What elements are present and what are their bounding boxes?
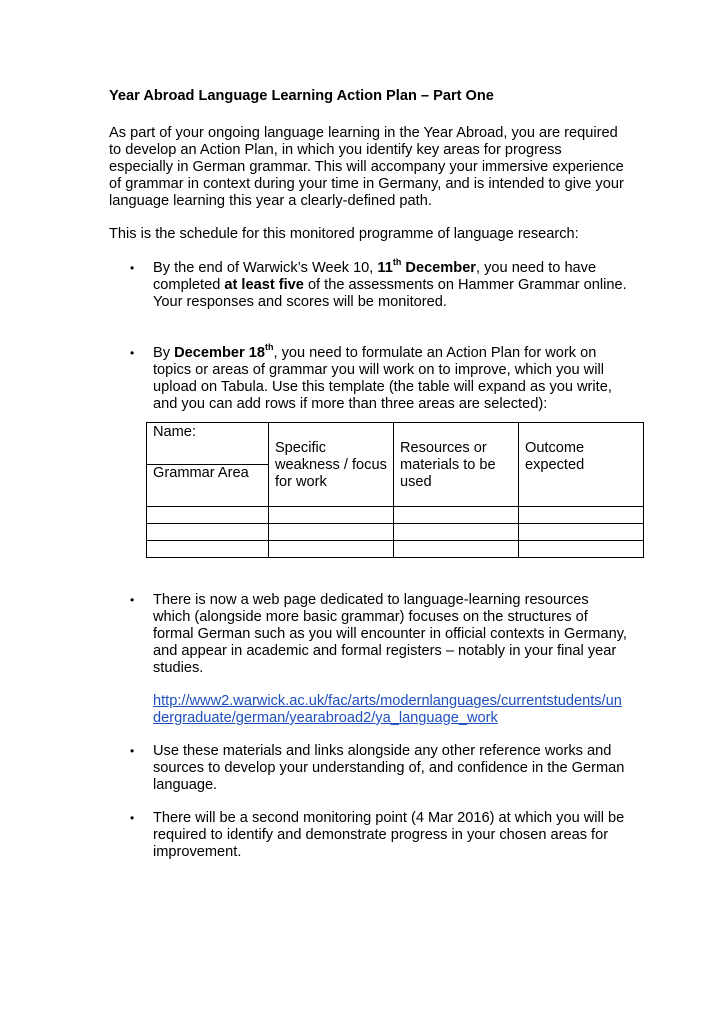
- bullet-2-text: By December 18th, you need to formulate an Action Plan for work on topics or areas of grammar you will work on to improve, which you will upload on Tabula. Use this template (the table will expand as you write, and you can add rows if more than three areas are selected):: [153, 342, 612, 412]
- list-item: [109, 257, 629, 311]
- list-item: [109, 743, 629, 794]
- table-cell[interactable]: [268, 541, 393, 558]
- list-item: [109, 810, 629, 861]
- table-cell[interactable]: [147, 507, 269, 524]
- bullet-3-text: There is now a web page dedicated to language-learning resources which (alongside more basic grammar) focuses on the structures of formal German such as you will encounter in official contexts in Germany, and appear in academic and formal registers – notably in your final year studies.: [153, 592, 627, 676]
- grammar-area-label: Grammar Area: [153, 465, 249, 481]
- bullet-4-text: Use these materials and links alongside any other reference works and sources to develop your understanding of, and confidence in the German language.: [153, 743, 625, 793]
- table-header-cell[interactable]: Specific weakness / focus for work: [268, 423, 393, 507]
- bullet-icon: •: [130, 744, 135, 758]
- action-plan-table: [146, 422, 644, 558]
- table-header-cell[interactable]: Outcome expected: [518, 423, 643, 507]
- bullet-icon: •: [130, 593, 135, 607]
- list-item: [109, 342, 629, 558]
- list-item: [109, 592, 629, 727]
- table-header-cell[interactable]: [147, 423, 269, 507]
- table-cell[interactable]: [393, 524, 518, 541]
- table-row: [147, 507, 644, 524]
- document-page: [109, 88, 629, 861]
- table-cell[interactable]: [268, 507, 393, 524]
- bullet-5-text: There will be a second monitoring point (4 Mar 2016) at which you will be required to identify and demonstrate progress in your chosen areas for improvement.: [153, 810, 625, 860]
- bullet-icon: •: [130, 261, 135, 275]
- table-cell[interactable]: [268, 524, 393, 541]
- resources-link[interactable]: http://www2.warwick.ac.uk/fac/arts/modernlanguages/currentstudents/undergraduate/german/yearabroad2/ya_language_work: [153, 693, 622, 726]
- schedule-list: [109, 257, 629, 861]
- name-label: Name:: [147, 423, 268, 465]
- bullet-icon: •: [130, 811, 135, 825]
- table-row: [147, 524, 644, 541]
- bullet-icon: •: [130, 346, 135, 360]
- intro-paragraph: As part of your ongoing language learning in the Year Abroad, you are required to develop an Action Plan, in which you identify key areas for progress especially in German grammar. This will accompany your immersive experience of grammar in context during your time in Germany, and is intended to give your language learning this year a clearly-defined path.: [109, 125, 624, 209]
- document-title: Year Abroad Language Learning Action Plan – Part One: [109, 88, 494, 104]
- bullet-1-text: By the end of Warwick’s Week 10, 11th December, you need to have completed at least five of the assessments on Hammer Grammar online. Your responses and scores will be monitored.: [153, 257, 627, 310]
- table-cell[interactable]: [393, 507, 518, 524]
- table-cell[interactable]: [147, 541, 269, 558]
- table-cell[interactable]: [147, 524, 269, 541]
- table-cell[interactable]: [518, 524, 643, 541]
- table-cell[interactable]: [393, 541, 518, 558]
- schedule-intro: This is the schedule for this monitored programme of language research:: [109, 226, 579, 242]
- table-cell[interactable]: [518, 541, 643, 558]
- table-row: [147, 541, 644, 558]
- table-header-cell[interactable]: Resources or materials to be used: [393, 423, 518, 507]
- table-cell[interactable]: [518, 507, 643, 524]
